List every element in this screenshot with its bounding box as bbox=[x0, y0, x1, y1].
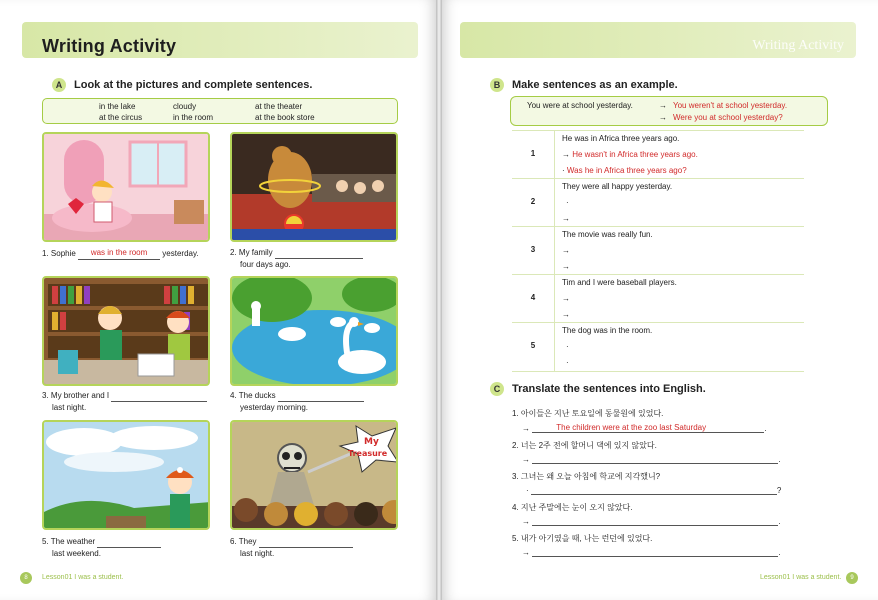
korean-sentence: 내가 아기였을 때, 나는 런던에 있었다. bbox=[520, 534, 653, 543]
item-2-subject: My family bbox=[238, 248, 273, 257]
korean-sentence: 아이들은 지난 토요일에 동물원에 있었다. bbox=[520, 409, 664, 418]
picture-bookstore bbox=[42, 276, 210, 386]
row-answer-2[interactable]: → bbox=[562, 262, 570, 271]
example-sentence: You were at school yesterday. bbox=[527, 101, 633, 110]
table-row bbox=[512, 322, 804, 372]
item-6-subject: They bbox=[238, 537, 257, 546]
right-banner bbox=[460, 22, 856, 58]
translation-answer[interactable]: → . bbox=[522, 517, 781, 526]
word-bank-item: at the book store bbox=[255, 113, 315, 122]
item-5-line2: last weekend. bbox=[52, 549, 101, 558]
section-b-heading bbox=[490, 78, 678, 92]
row-number: 3 bbox=[530, 245, 536, 254]
picture-theater bbox=[230, 420, 398, 530]
row-answer-2[interactable]: · Was he in Africa three years ago? bbox=[562, 166, 687, 175]
item-1-answer[interactable]: was in the room bbox=[78, 247, 160, 260]
row-number: 2 bbox=[530, 197, 536, 206]
item-1-end: yesterday. bbox=[162, 249, 199, 258]
word-bank bbox=[42, 98, 398, 124]
item-2-caption: 2. My family four days ago. bbox=[230, 247, 363, 271]
row-sentence: They were all happy yesterday. bbox=[562, 182, 673, 191]
row-answer-2[interactable]: → bbox=[562, 214, 570, 223]
item-6-caption: 6. They last night. bbox=[230, 536, 353, 560]
section-c-heading bbox=[490, 382, 706, 396]
word-bank-item: cloudy bbox=[173, 102, 197, 111]
left-footer: Lesson01 I was a student. bbox=[42, 574, 124, 581]
section-c-instruction: Translate the sentences into English. bbox=[512, 383, 706, 395]
item-2-blank[interactable] bbox=[275, 249, 363, 259]
word-bank-item: at the circus bbox=[99, 113, 143, 122]
arrow-icon: → bbox=[659, 101, 667, 110]
translation-answer[interactable]: → . bbox=[522, 455, 781, 464]
picture-circus bbox=[230, 132, 398, 242]
translation-answer[interactable]: → The children were at the zoo last Saturday . bbox=[522, 423, 767, 433]
table-row bbox=[512, 274, 804, 322]
korean-sentence: 지난 주말에는 눈이 오지 않았다. bbox=[520, 503, 633, 512]
word-bank-item: at the theater bbox=[255, 102, 303, 111]
translation-item: 1. 아이들은 지난 토요일에 동물원에 있었다. bbox=[512, 409, 664, 418]
table-row bbox=[512, 178, 804, 226]
section-b-badge: B bbox=[490, 78, 504, 92]
row-answer-1[interactable]: → bbox=[562, 246, 570, 255]
row-number: 4 bbox=[530, 293, 536, 302]
item-5-blank[interactable] bbox=[97, 538, 161, 548]
svg-text:Treasure: Treasure bbox=[348, 449, 388, 458]
item-4-line2: yesterday morning. bbox=[240, 403, 309, 412]
right-page-number: 9 bbox=[846, 572, 858, 584]
translation-item: 5. 내가 아기였을 때, 나는 런던에 있었다. bbox=[512, 534, 653, 543]
translation-answer[interactable]: → . bbox=[522, 548, 781, 557]
row-answer-1[interactable]: → bbox=[562, 294, 570, 303]
item-3-subject: My brother and I bbox=[50, 391, 110, 400]
section-a-badge: A bbox=[52, 78, 66, 92]
section-a-heading bbox=[52, 78, 312, 92]
row-answer-1[interactable]: · bbox=[566, 342, 569, 351]
word-bank-item: in the room bbox=[173, 113, 214, 122]
translation-item: 4. 지난 주말에는 눈이 오지 않았다. bbox=[512, 503, 633, 512]
left-page-number: 8 bbox=[20, 572, 32, 584]
item-3-blank[interactable] bbox=[111, 392, 207, 402]
row-sentence: Tim and I were baseball players. bbox=[562, 278, 677, 287]
item-3-line2: last night. bbox=[52, 403, 87, 412]
item-5-subject: The weather bbox=[50, 537, 96, 546]
left-banner-title: Writing Activity bbox=[42, 36, 177, 56]
row-answer-2[interactable]: → bbox=[562, 310, 570, 319]
item-6-line2: last night. bbox=[240, 549, 275, 558]
arrow-icon: → bbox=[659, 113, 667, 122]
item-4-blank[interactable] bbox=[278, 392, 364, 402]
example-box bbox=[510, 96, 828, 126]
section-b-instruction: Make sentences as an example. bbox=[512, 79, 678, 91]
item-4-subject: The ducks bbox=[238, 391, 276, 400]
item-4-caption: 4. The ducks yesterday morning. bbox=[230, 390, 364, 414]
korean-sentence: 그녀는 왜 오늘 아침에 학교에 지각했니? bbox=[520, 472, 661, 481]
korean-sentence: 너는 2주 전에 할머니 댁에 있지 않았다. bbox=[520, 441, 657, 450]
left-banner bbox=[22, 22, 418, 58]
word-bank-item: in the lake bbox=[99, 102, 136, 111]
translation-item: 3. 그녀는 왜 오늘 아침에 학교에 지각했니? bbox=[512, 472, 661, 481]
picture-cloudy-weather bbox=[42, 420, 210, 530]
right-banner-title: Writing Activity bbox=[752, 38, 844, 53]
right-footer: Lesson01 I was a student. bbox=[760, 574, 842, 581]
row-sentence: The movie was really fun. bbox=[562, 230, 653, 239]
left-page bbox=[0, 0, 436, 600]
item-5-caption: 5. The weather last weekend. bbox=[42, 536, 161, 560]
example-question: Were you at school yesterday? bbox=[673, 113, 783, 122]
row-number: 5 bbox=[530, 341, 536, 350]
item-3-caption: 3. My brother and I last night. bbox=[42, 390, 207, 414]
translation-item: 2. 너는 2주 전에 할머니 댁에 있지 않았다. bbox=[512, 441, 657, 450]
table-row bbox=[512, 130, 804, 178]
translation-answer[interactable]: · ? bbox=[526, 486, 782, 495]
item-1-caption: 1. Sophie was in the room yesterday. bbox=[42, 248, 199, 258]
row-answer-1[interactable]: → He wasn't in Africa three years ago. bbox=[562, 150, 698, 159]
picture-girl-in-room bbox=[42, 132, 210, 242]
row-answer-2[interactable]: · bbox=[566, 358, 569, 367]
table-row bbox=[512, 226, 804, 274]
section-a-instruction: Look at the pictures and complete sentences. bbox=[74, 79, 313, 91]
row-number: 1 bbox=[530, 149, 536, 158]
row-sentence: The dog was in the room. bbox=[562, 326, 653, 335]
picture-ducks-lake bbox=[230, 276, 398, 386]
row-sentence: He was in Africa three years ago. bbox=[562, 134, 680, 143]
item-1-subject: Sophie bbox=[50, 249, 76, 258]
item-6-blank[interactable] bbox=[259, 538, 353, 548]
section-c-badge: C bbox=[490, 382, 504, 396]
row-answer-1[interactable]: · bbox=[566, 198, 569, 207]
svg-text:My: My bbox=[364, 437, 379, 447]
item-2-line2: four days ago. bbox=[240, 260, 291, 269]
example-negative: You weren't at school yesterday. bbox=[673, 101, 788, 110]
